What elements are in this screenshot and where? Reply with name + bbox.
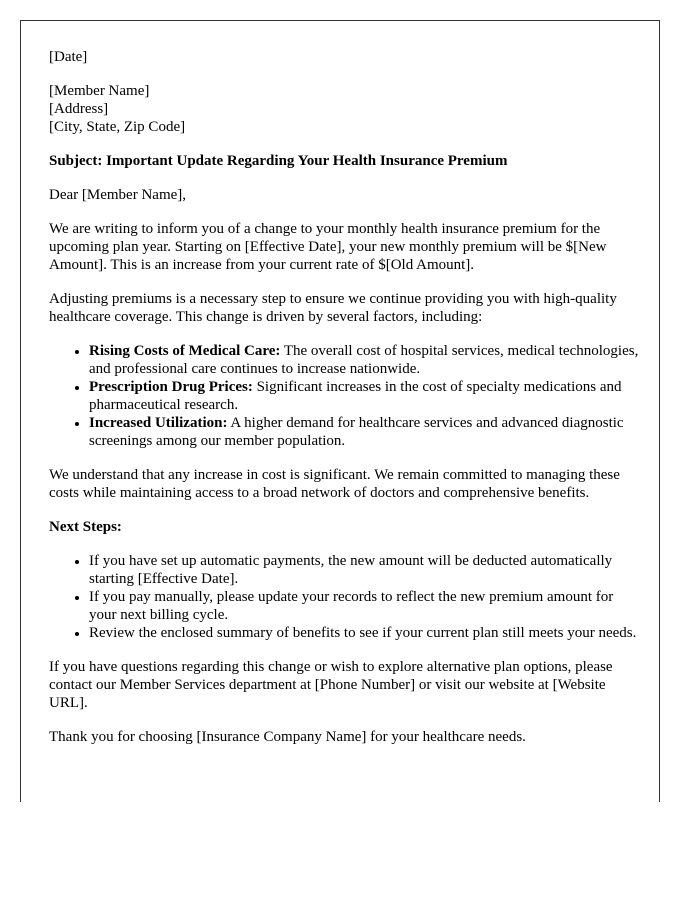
recipient-street: [Address] — [49, 101, 109, 117]
salutation: Dear [Member Name], — [49, 187, 187, 203]
list-item — [89, 342, 639, 378]
letter-subject: Subject: Important Update Regarding Your Health Insurance Premium — [49, 153, 508, 169]
factor-text: The overall cost of hospital services, medical technologies, and professional care continues to increase nationwide. — [89, 343, 639, 377]
paragraph-reasons-intro: Adjusting premiums is a necessary step to ensure we continue providing you with high-quality healthcare coverage. This change is driven by several factors, including: — [49, 291, 617, 325]
letter-date: [Date] — [49, 49, 88, 65]
recipient-city-state-zip: [City, State, Zip Code] — [49, 119, 186, 135]
factor-title: Rising Costs of Medical Care: — [89, 343, 281, 359]
factor-title: Prescription Drug Prices: — [89, 379, 253, 395]
paragraph-premium-change: We are writing to inform you of a change to your monthly health insurance premium for the upcoming plan year. Starting on [Effective Date], your new monthly premium will be $[New Amount]. This is an increase from your current rate of $[Old Amount]. — [49, 221, 607, 273]
factors-list — [49, 342, 639, 450]
next-steps-list — [49, 552, 639, 642]
factor-title: Increased Utilization: — [89, 415, 228, 431]
list-item — [89, 378, 639, 414]
list-item — [89, 414, 639, 450]
recipient-address — [49, 82, 639, 136]
paragraph-contact: If you have questions regarding this change or wish to explore alternative plan options, please contact our Member Services department at [Phone Number] or visit our website at [Website URL]. — [49, 659, 613, 711]
list-item: • If you pay manually, please update your records to reflect the new premium amount for your next billing cycle. — [89, 588, 639, 624]
letter-body — [49, 48, 639, 746]
list-item: • Review the enclosed summary of benefits to see if your current plan still meets your needs. — [89, 624, 639, 642]
next-steps-heading: Next Steps: — [49, 519, 122, 535]
factor-text: Significant increases in the cost of specialty medications and pharmaceutical research. — [89, 379, 622, 413]
list-item: • If you have set up automatic payments, the new amount will be deducted automatically starting [Effective Date]. — [89, 552, 639, 588]
factor-text: A higher demand for healthcare services and advanced diagnostic screenings among our member population. — [89, 415, 624, 449]
closing-line: Thank you for choosing [Insurance Company Name] for your healthcare needs. — [49, 729, 526, 745]
recipient-name: [Member Name] — [49, 83, 150, 99]
paragraph-commitment: We understand that any increase in cost is significant. We remain committed to managing these costs while maintaining access to a broad network of doctors and comprehensive benefits. — [49, 467, 620, 501]
letter-page — [20, 20, 660, 802]
